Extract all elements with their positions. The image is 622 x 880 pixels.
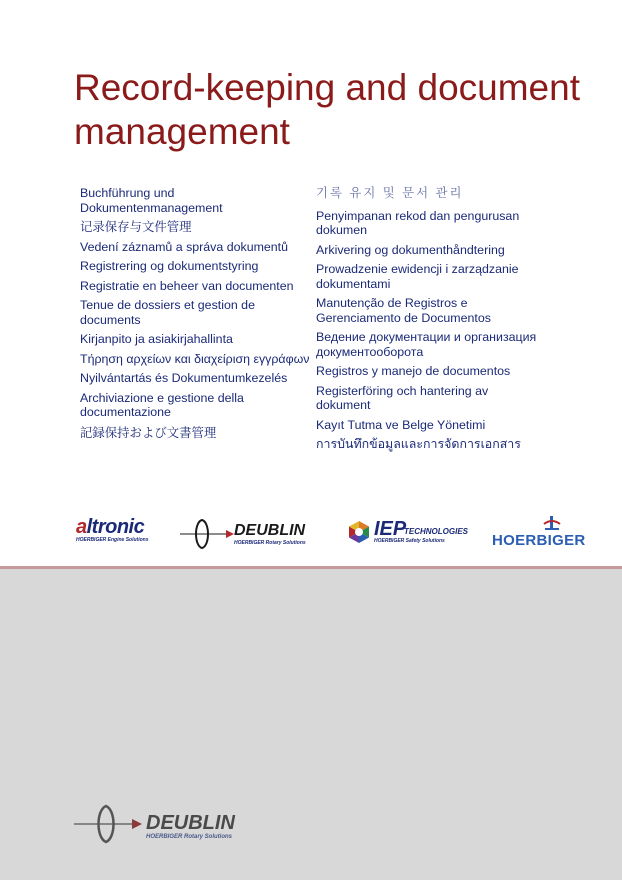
altronic-logo-tagline: HOERBIGER Engine Solutions [76,537,149,543]
translations-left-column [80,186,310,445]
iep-technologies-logo [348,518,468,562]
translation-french: Tenue de dossiers et gestion de documents [80,298,255,327]
footer-deublin-logo [74,802,274,852]
translation-thai: การบันทึกข้อมูลและการจัดการเอกสาร [316,437,521,451]
footer-deublin-name: DEUBLIN [146,812,235,834]
translation-chinese-simplified: 记录保存与文件管理 [80,220,192,234]
footer-deublin-tagline: HOERBIGER Rotary Solutions [146,834,233,840]
translation-polish: Prowadzenie ewidencji i zarządzanie dokumentami [316,262,519,291]
altronic-logo-name: ltronic [86,516,145,538]
altronic-logo [76,516,149,560]
deublin-logo-tagline: HOERBIGER Rotary Solutions [234,540,306,546]
translation-japanese: 記録保持および文書管理 [80,425,217,440]
translation-portuguese: Manutenção de Registros e Gerenciamento de Documentos [316,296,491,325]
hoerbiger-logo [492,514,584,558]
deublin-logo [180,516,320,560]
translation-korean: 기록 유지 및 문서 관리 [316,186,464,200]
translation-czech: Vedení záznamů a správa dokumentů [80,239,289,254]
translation-danish: Registrering og dokumentstyring [80,259,259,273]
translation-malay: Penyimpanan rekod dan pengurusan dokumen [316,208,520,237]
page-title: Record-keeping and document management [74,67,580,152]
brand-logos-row [0,510,622,560]
translation-russian: Ведение документации и организация документооборота [316,330,537,359]
iep-logo-suffix: TECHNOLOGIES [404,527,469,536]
translation-dutch: Registratie en beheer van documenten [80,278,294,293]
translation-greek: Τήρηση αρχείων και διαχείριση εγγράφων [80,351,310,366]
translation-swedish: Registerföring och hantering av dokument [316,383,489,412]
deublin-swirl-icon [180,516,236,552]
iep-logo-name: IEP [374,518,407,540]
translations-right-column [316,186,546,457]
footer-deublin-swirl-icon [74,802,146,846]
iep-hexagon-icon [348,520,370,544]
iep-logo-tagline: HOERBIGER Safety Solutions [374,538,445,544]
translation-turkish: Kayıt Tutma ve Belge Yönetimi [316,417,486,432]
translation-hungarian: Nyilvántartás és Dokumentumkezelés [80,371,288,385]
deublin-logo-name: DEUBLIN [234,522,306,539]
translation-norwegian: Arkivering og dokumenthåndtering [316,242,505,257]
altronic-logo-initial: a [76,516,87,538]
hoerbiger-logo-name: HOERBIGER [492,532,586,549]
translation-finnish: Kirjanpito ja asiakirjahallinta [80,332,233,346]
translation-italian: Archiviazione e gestione della documentazione [80,390,244,419]
translation-spanish: Registros y manejo de documentos [316,364,511,378]
translation-german: Buchführung und Dokumentenmanagement [80,186,223,215]
hoerbiger-emblem-icon [542,516,562,532]
